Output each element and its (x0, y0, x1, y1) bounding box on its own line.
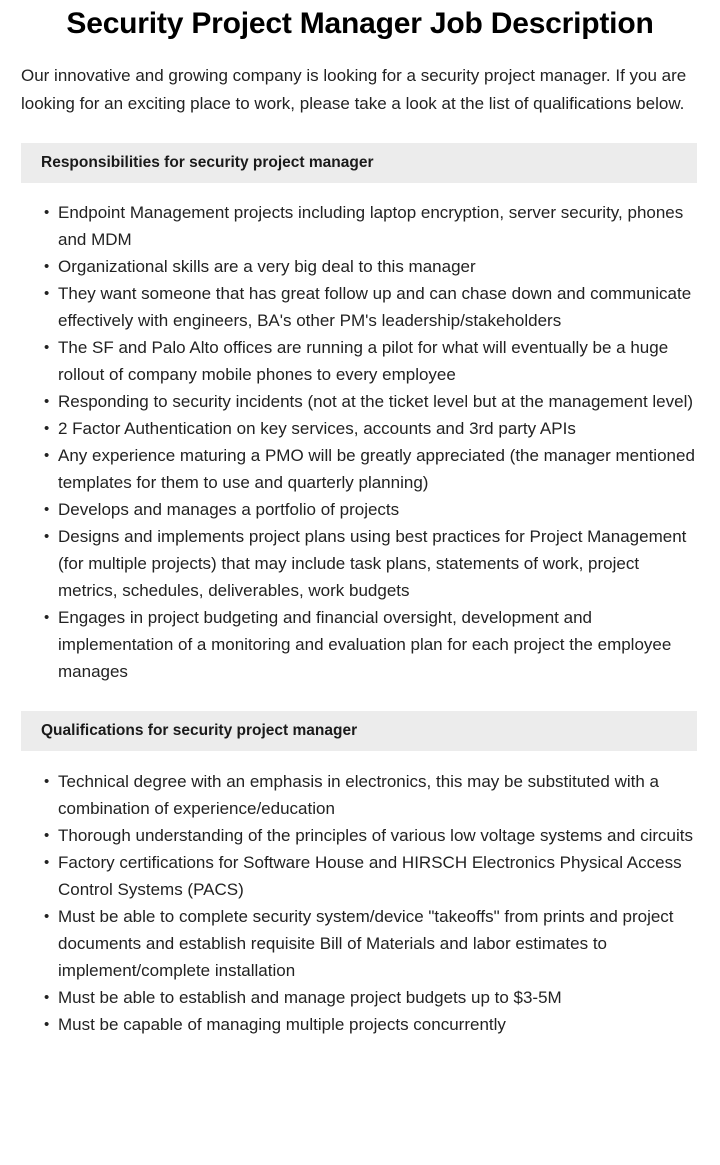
list-item: • Endpoint Management projects including laptop encryption, server security, phones and MDM (44, 199, 697, 253)
list-item: • Any experience maturing a PMO will be greatly appreciated (the manager mentioned templates for them to use and quarterly planning) (44, 442, 697, 496)
list-item: • Must be capable of managing multiple projects concurrently (44, 1011, 697, 1038)
list-item: • Engages in project budgeting and financial oversight, development and implementation of a monitoring and evaluation plan for each project the employee manages (44, 604, 697, 685)
list-item: • Must be able to establish and manage project budgets up to $3-5M (44, 984, 697, 1011)
qualifications-list (0, 768, 720, 1038)
list-item: • Must be able to complete security system/device "takeoffs" from prints and project documents and establish requisite Bill of Materials and labor estimates to implement/complete installation (44, 903, 697, 984)
list-item: • Develops and manages a portfolio of projects (44, 496, 697, 523)
responsibilities-list (0, 199, 720, 685)
intro-paragraph: Our innovative and growing company is looking for a security project manager. If you are looking for an exciting place to work, please take a look at the list of qualifications below. (21, 66, 687, 113)
section-responsibilities (0, 143, 720, 685)
list-item: • Responding to security incidents (not at the ticket level but at the management level) (44, 388, 697, 415)
list-item: • They want someone that has great follow up and can chase down and communicate effectively with engineers, BA's other PM's leadership/stakeholders (44, 280, 697, 334)
page-title: Security Project Manager Job Description (66, 7, 654, 40)
list-item: • Thorough understanding of the principles of various low voltage systems and circuits (44, 822, 697, 849)
list-item: • The SF and Palo Alto offices are running a pilot for what will eventually be a huge rollout of company mobile phones to every employee (44, 334, 697, 388)
list-item: • Designs and implements project plans using best practices for Project Management (for multiple projects) that may include task plans, statements of work, project metrics, schedules, deliverables, work budgets (44, 523, 697, 604)
section-qualifications (0, 711, 720, 1038)
section-heading-label: Qualifications for security project manager (41, 722, 358, 739)
list-item: • Factory certifications for Software House and HIRSCH Electronics Physical Access Control Systems (PACS) (44, 849, 697, 903)
list-item: • Organizational skills are a very big deal to this manager (44, 253, 697, 280)
list-item: • Technical degree with an emphasis in electronics, this may be substituted with a combination of experience/education (44, 768, 697, 822)
list-item: • 2 Factor Authentication on key services, accounts and 3rd party APIs (44, 415, 697, 442)
section-header-qualifications (21, 711, 697, 751)
section-header-responsibilities (21, 143, 697, 183)
section-heading-label: Responsibilities for security project manager (41, 154, 374, 171)
